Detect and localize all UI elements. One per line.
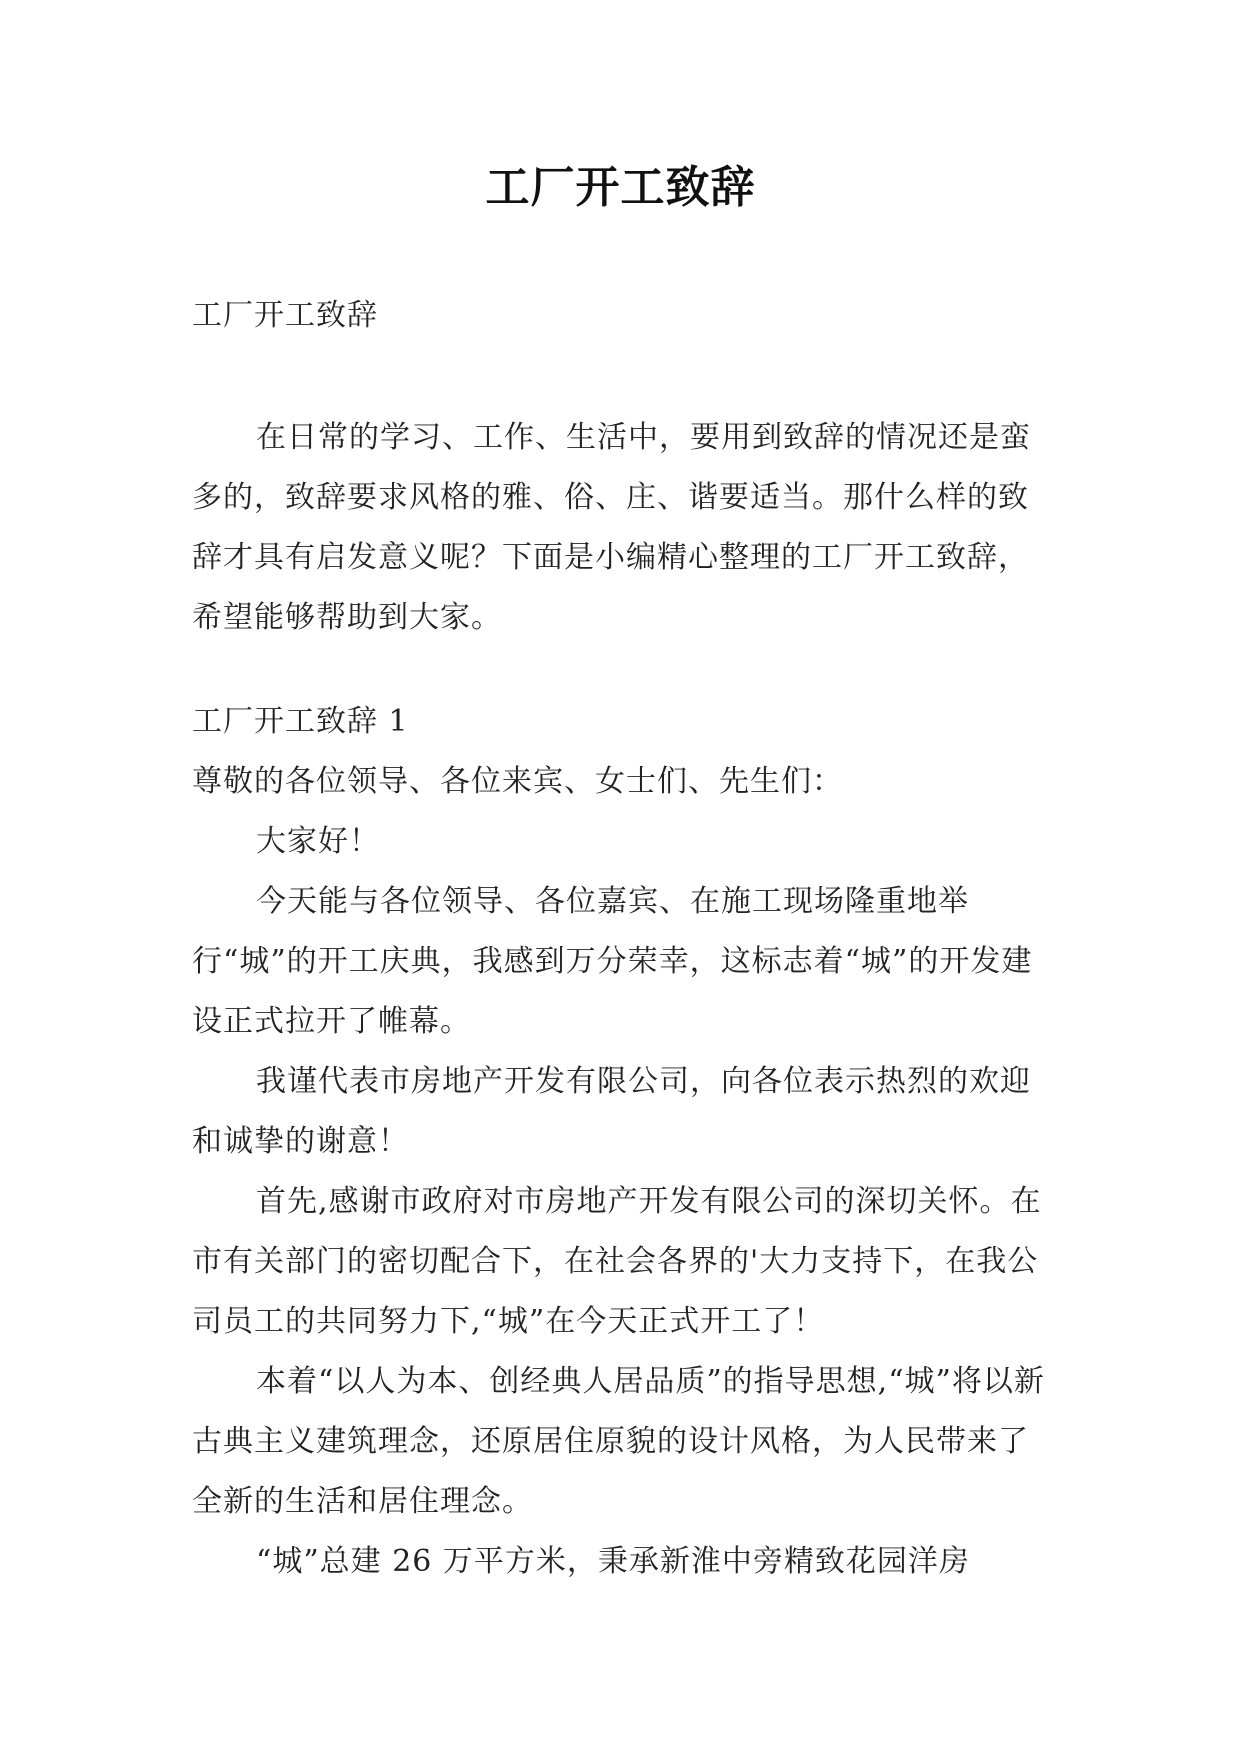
speech-section [192,692,1052,1592]
intro-paragraph: 在日常的学习、工作、生活中，要用到致辞的情况还是蛮多的，致辞要求风格的雅、俗、庄、谐要适当。那什么样的致辞才具有启发意义呢？下面是小编精心整理的工厂开工致辞，希望能够帮助到大家。 [192,420,1031,635]
section-heading: 工厂开工致辞 1 [192,704,409,739]
speech-paragraph: 我谨代表市房地产开发有限公司，向各位表示热烈的欢迎和诚挚的谢意！ [192,1064,1031,1159]
speech-paragraph: 大家好！ [256,824,380,859]
document-subtitle-block [192,286,1052,346]
salutation: 尊敬的各位领导、各位来宾、女士们、先生们： [192,764,843,799]
intro-block [192,408,1052,648]
document-subtitle: 工厂开工致辞 [192,298,378,333]
speech-paragraph: 今天能与各位领导、各位嘉宾、在施工现场隆重地举行“城”的开工庆典，我感到万分荣幸，这标志着“城”的开发建设正式拉开了帷幕。 [192,884,1033,1039]
speech-paragraph: 首先,感谢市政府对市房地产开发有限公司的深切关怀。在市有关部门的密切配合下，在社会各界的'大力支持下，在我公司员工的共同努力下,“城”在今天正式开工了！ [192,1184,1042,1339]
document-title: 工厂开工致辞 [485,162,756,213]
speech-paragraph: 本着“以人为本、创经典人居品质”的指导思想,“城”将以新古典主义建筑理念，还原居住原貌的设计风格，为人民带来了全新的生活和居住理念。 [192,1364,1045,1519]
speech-paragraph: “城”总建 26 万平方米，秉承新淮中旁精致花园洋房 [256,1544,970,1579]
